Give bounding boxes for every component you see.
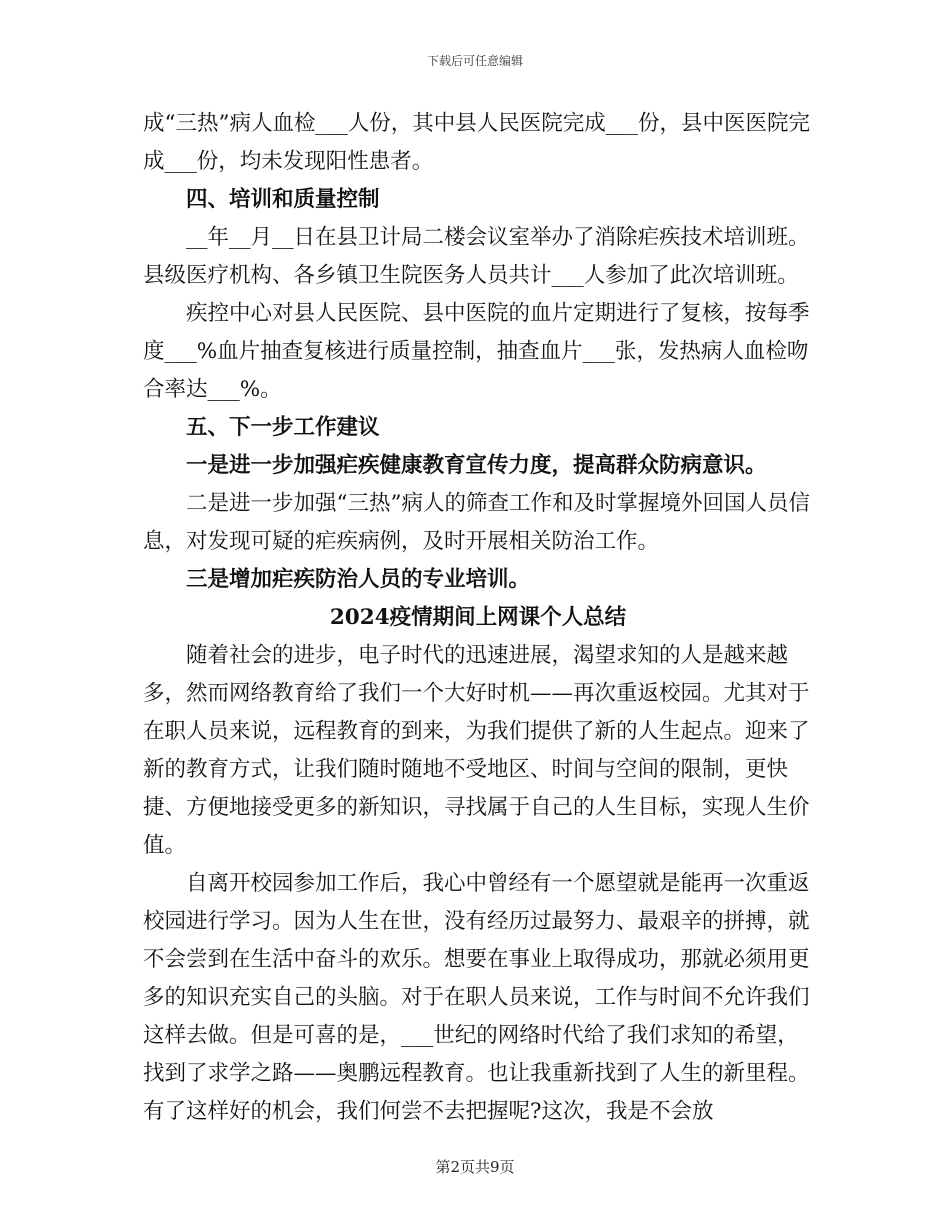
paragraph-return-to-school: 自离开校园参加工作后，我心中曾经有一个愿望就是能再一次重返校园进行学习。因为人生在世，没有经历过最努力、最艰辛的拼搏，就不会尝到在生活中奋斗的欢乐。想要在事业上取得成功，那就必须用更多的知识充实自己的头脑。对于在职人员来说，工作与时间不允许我们这样去做。但是可喜的是，___世纪的网络时代给了我们求知的希望，找到了求学之路——奥鹏远程教育。也让我重新找到了人生的新里程。有了这样好的机会，我们何尝不去把握呢?这次，我是不会放 bbox=[143, 871, 810, 1124]
document-body bbox=[143, 105, 813, 1131]
suggestion-one: 一是进一步加强疟疾健康教育宣传力度，提高群众防病意识。 bbox=[186, 453, 767, 478]
paragraph-online-education: 随着社会的进步，电子时代的迅速进展，渴望求知的人是越来越多，然而网络教育给了我们一个大好时机——再次重返校园。尤其对于在职人员来说，远程教育的到来，为我们提供了新的人生起点。迎来了新的教育方式，让我们随时随地不受地区、时间与空间的限制，更快捷、方便地接受更多的新知识，寻找属于自己的人生目标，实现人生价值。 bbox=[143, 643, 810, 858]
paragraph-blood-test: 成“三热”病人血检___人份，其中县人民医院完成___份，县中医医院完成___份，均未发现阳性患者。 bbox=[143, 111, 810, 174]
paragraph-quality-control: 疾控中心对县人民医院、县中医院的血片定期进行了复核，按每季度___%血片抽查复核进行质量控制，抽查血片___张，发热病人血检吻合率达___%。 bbox=[143, 301, 810, 402]
suggestion-two: 二是进一步加强“三热”病人的筛查工作和及时掌握境外回国人员信息，对发现可疑的疟疾病例，及时开展相关防治工作。 bbox=[143, 491, 810, 554]
page-header: 下载后可任意编辑 bbox=[426, 54, 523, 68]
section-heading-suggestions: 五、下一步工作建议 bbox=[186, 415, 380, 440]
page-footer: 第2页共9页 bbox=[435, 1158, 515, 1176]
suggestion-three: 三是增加疟疾防治人员的专业培训。 bbox=[186, 567, 531, 592]
paragraph-training-class: __年__月__日在县卫计局二楼会议室举办了消除疟疾技术培训班。县级医疗机构、各乡镇卫生院医务人员共计___人参加了此次培训班。 bbox=[143, 225, 810, 288]
section-heading-training: 四、培训和质量控制 bbox=[186, 187, 380, 212]
article-title: 2024疫情期间上网课个人总结 bbox=[329, 605, 627, 630]
